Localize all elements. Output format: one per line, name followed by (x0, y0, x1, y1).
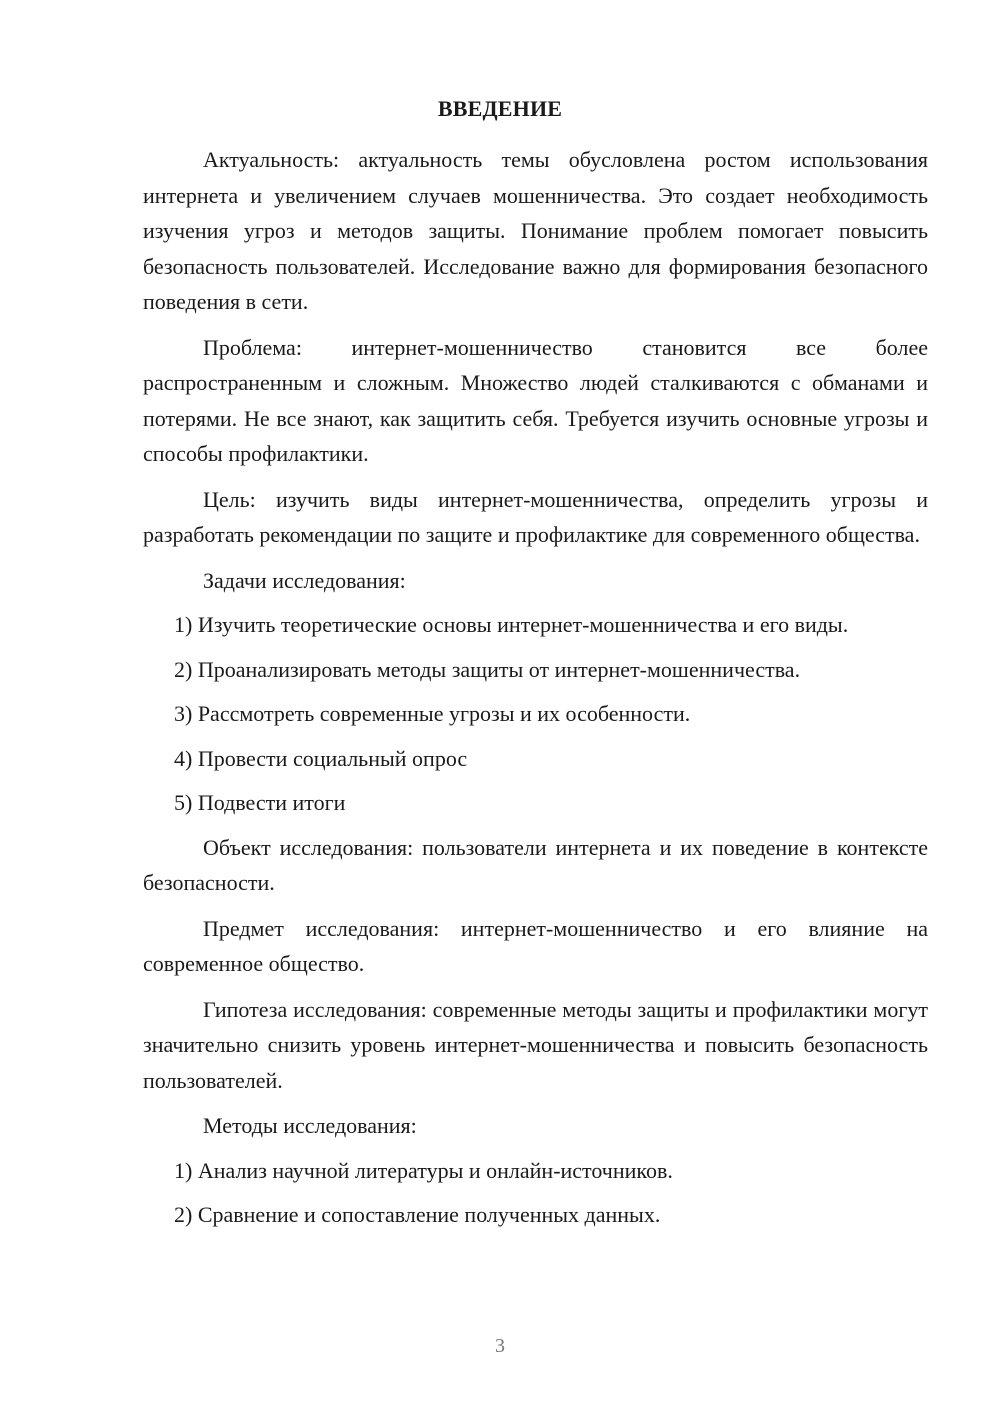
task-item: 5) Подвести итоги (174, 790, 346, 815)
tasks-heading: Задачи исследования: (203, 567, 406, 593)
problem-paragraph: Проблема: интернет-мошенничество становится все более распространенным и сложным. Множество людей сталкиваются с обманами и потерями. Не все знают, как защитить себя. Требуется изучить основные угрозы и способы профилактики. (143, 334, 928, 466)
task-item: 4) Провести социальный опрос (174, 745, 468, 771)
task-item: 3) Рассмотреть современные угрозы и их особенности. (174, 701, 691, 726)
method-item: 1) Анализ научной литературы и онлайн-источников. (174, 1157, 673, 1183)
method-item: 2) Сравнение и сопоставление полученных данных. (174, 1202, 661, 1227)
methods-heading: Методы исследования: (203, 1113, 417, 1138)
document-body (143, 142, 928, 1242)
relevance-paragraph: Актуальность: актуальность темы обусловлена ростом использования интернета и увеличением случаев мошенничества. Это создает необходимость изучения угроз и методов защиты. Понимание проблем помогает повысить безопасность пользователей. Исследование важно для формирования безопасного поведения в сети. (143, 147, 928, 314)
object-paragraph: Объект исследования: пользователи интернета и их поведение в контексте безопасности. (143, 834, 928, 895)
page-number: 3 (495, 1335, 505, 1357)
tasks-list (143, 607, 928, 821)
hypothesis-paragraph: Гипотеза исследования: современные методы защиты и профилактики могут значительно снизить уровень интернет-мошенничества и повысить безопасность пользователей. (143, 996, 928, 1093)
task-item: 1) Изучить теоретические основы интернет-мошенничества и его виды. (174, 612, 849, 637)
methods-list (143, 1153, 928, 1233)
subject-paragraph: Предмет исследования: интернет-мошенничество и его влияние на современное общество. (143, 915, 928, 976)
goal-paragraph: Цель: изучить виды интернет-мошенничества, определить угрозы и разработать рекомендации по защите и профилактике для современного общества. (143, 486, 928, 547)
task-item: 2) Проанализировать методы защиты от интернет-мошенничества. (174, 656, 801, 682)
page-title: ВВЕДЕНИЕ (437, 96, 563, 121)
